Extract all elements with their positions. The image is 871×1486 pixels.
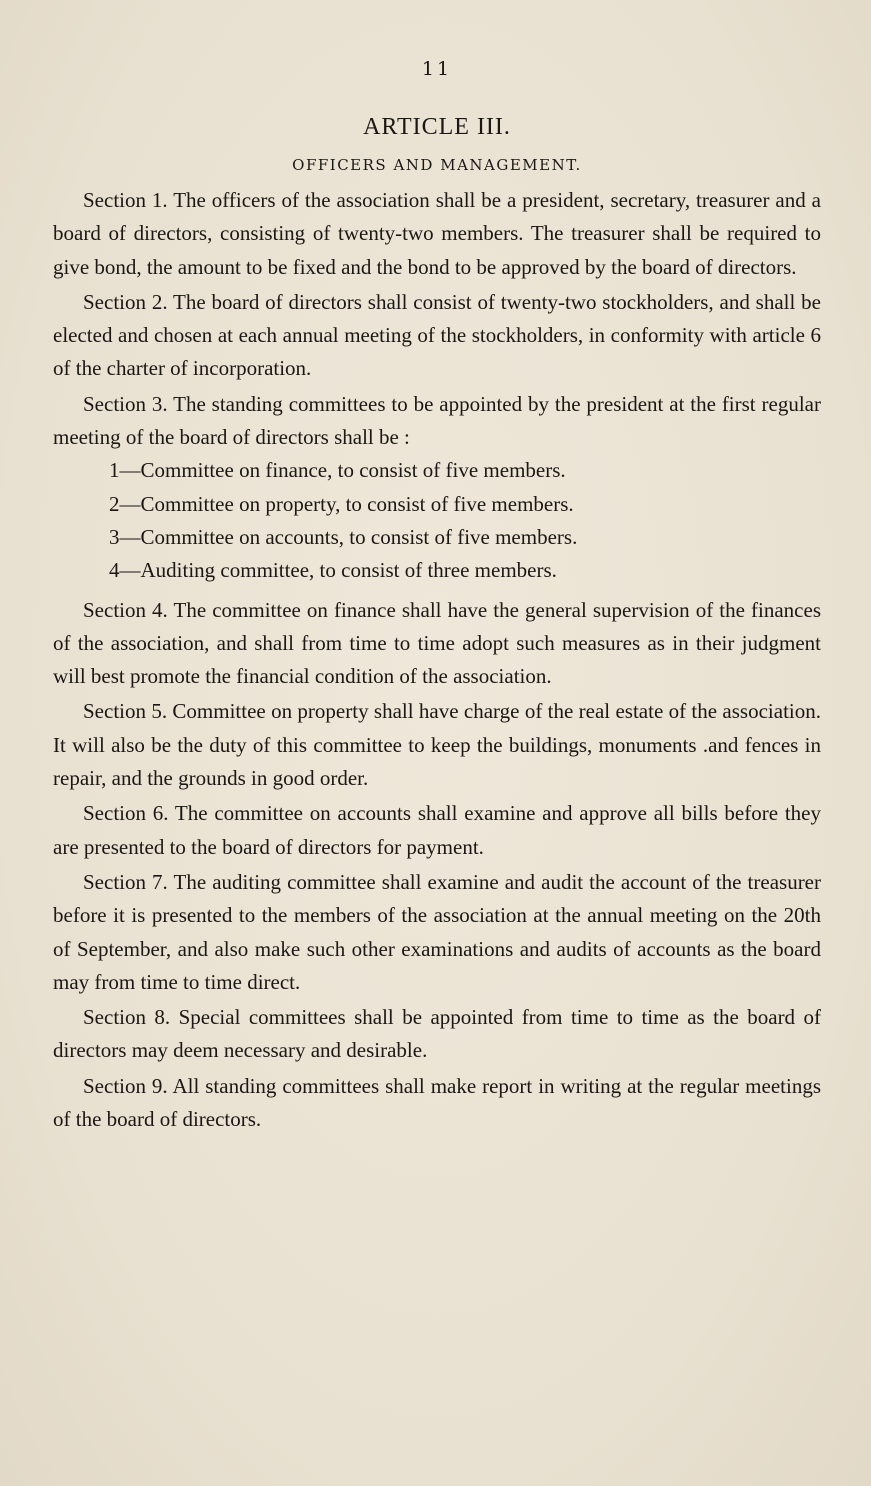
page-number: 11 <box>421 58 453 80</box>
committee-item-accounts: 3—Committee on accounts, to consist of five members. <box>109 524 578 549</box>
section-1: Section 1. The officers of the association shall be a president, secretary, treasurer and a board of directors, consisting of twenty-two members. The treasurer shall be required to give bond, the amount to be fixed and the bond to be approved by the board of directors. <box>53 188 821 279</box>
article-title: ARTICLE III. <box>363 114 511 140</box>
section-5: Section 5. Committee on property shall have charge of the real estate of the association. It will also be the duty of this committee to keep the buildings, monuments .and fences in repair, and the grounds in good order. <box>53 699 821 791</box>
section-3: Section 3. The standing committees to be appointed by the president at the first regular meeting of the board of directors shall be : <box>53 391 821 450</box>
committee-item-finance: 1—Committee on finance, to consist of five members. <box>109 458 566 483</box>
section-7: Section 7. The auditing committee shall examine and audit the account of the treasurer before it is presented to the members of the association at the annual meeting on the 20th of September, and also make such other examinations and audits of accounts as the board may from time to time direct. <box>53 869 821 994</box>
section-9: Section 9. All standing committees shall make report in writing at the regular meetings of the board of directors. <box>53 1073 821 1132</box>
committee-item-property: 2—Committee on property, to consist of five members. <box>109 491 574 516</box>
section-8: Section 8. Special committees shall be appointed from time to time as the board of directors may deem necessary and desirable. <box>53 1005 821 1063</box>
article-subtitle: OFFICERS AND MANAGEMENT. <box>292 156 582 174</box>
committee-item-auditing: 4—Auditing committee, to consist of three members. <box>109 558 557 583</box>
section-4: Section 4. The committee on finance shall have the general supervision of the finances of the association, and shall from time to time adopt such measures as in their judgment will best promote the financial condition of the association. <box>53 597 821 689</box>
committee-list <box>53 454 821 587</box>
section-2: Section 2. The board of directors shall consist of twenty-two stockholders, and shall be elected and chosen at each annual meeting of the stockholders, in conformity with article 6 of the charter of incorporation. <box>53 289 821 381</box>
section-6: Section 6. The committee on accounts shall examine and approve all bills before they are presented to the board of directors for payment. <box>53 801 821 859</box>
